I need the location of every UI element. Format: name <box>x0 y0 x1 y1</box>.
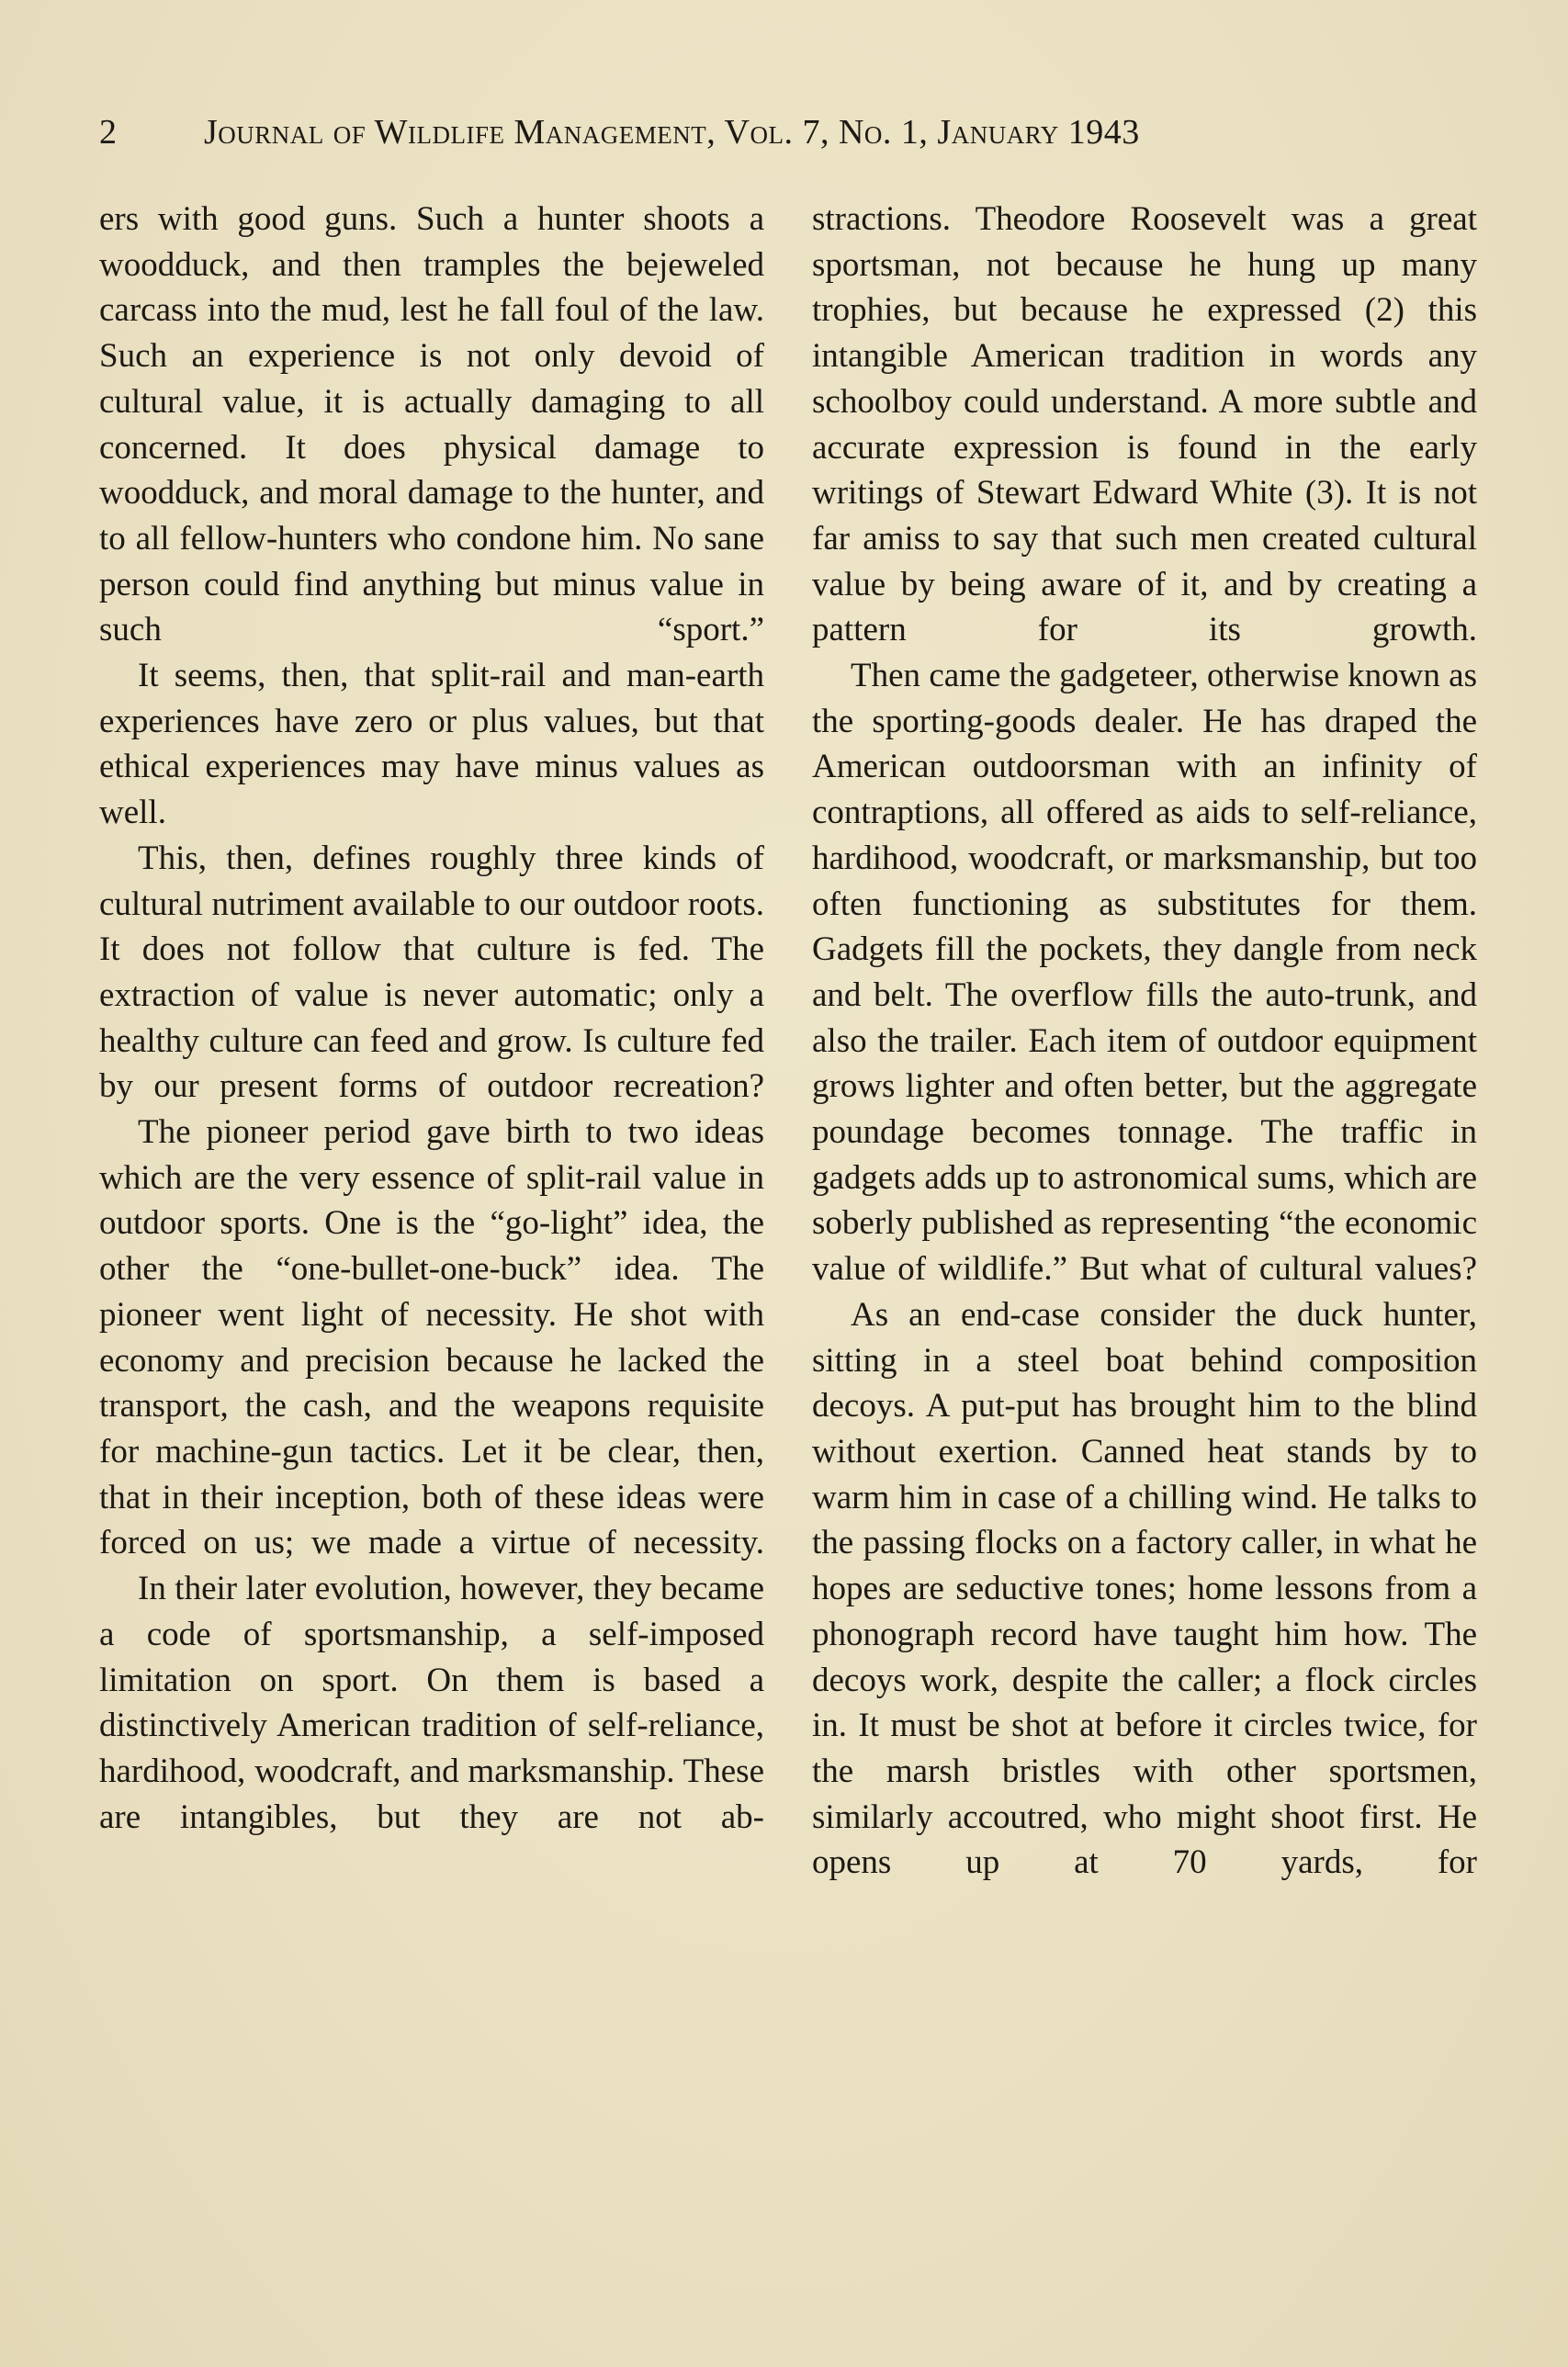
right-paragraph-2: Then came the gadgeteer, otherwise known as the sporting-goods dealer. He has draped the American outdoorsman with an infinity of contraptions, all offered as aids to self-reliance, hardihood, woodcraft, or marksmanship, but too often functioning as substitutes for them. Gadgets fill the pockets, they dangle from neck and belt. The overflow fills the auto-trunk, and also the trailer. Each item of outdoor equipment grows lighter and often better, but the aggregate poundage becomes tonnage. The traffic in gadgets adds up to astronomical sums, which are soberly published as representing “the economic value of wildlife.” But what of cultural values? <box>812 657 1477 1289</box>
left-paragraph-3: This, then, defines roughly three kinds of cultural nutriment available to our outdoor roots. It does not follow that culture is fed. The extraction of value is never automatic; only a healthy culture can feed and grow. Is culture fed by our present forms of outdoor recreation? <box>99 839 764 1106</box>
left-paragraph-4: The pioneer period gave birth to two ideas which are the very essence of split-rail value in outdoor sports. One is the “go-light” idea, the other the “one-bullet-one-buck” idea. The pioneer went light of necessity. He shot with economy and precision because he lacked the transport, the cash, and the weapons requisite for machine-gun tactics. Let it be clear, then, that in their inception, both of these ideas were forced on us; we made a virtue of necessity. <box>99 1113 764 1562</box>
journal-title-line: Journal of Wildlife Management, Vol. 7, No. 1, January 1943 <box>204 113 1140 152</box>
left-column <box>99 197 764 1840</box>
page-number: 2 <box>99 113 118 152</box>
running-head <box>99 110 1482 154</box>
left-paragraph-5: In their later evolution, however, they became a code of sportsmanship, a self-imposed limitation on sport. On them is based a distinctively American tradition of self-reliance, hardihood, woodcraft, and marksmanship. These are intangibles, but they are not ab- <box>99 1570 764 1836</box>
right-column <box>812 197 1477 1886</box>
right-paragraph-3: As an end-case consider the duck hunter, sitting in a steel boat behind composition decoys. A put-put has brought him to the blind without exertion. Canned heat stands by to warm him in case of a chilling wind. He talks to the passing flocks on a factory caller, in what he hopes are seductive tones; home lessons from a phonograph record have taught him how. The decoys work, despite the caller; a flock circles in. It must be shot at before it circles twice, for the marsh bristles with other sportsmen, similarly accoutred, who might shoot first. He opens up at 70 yards, for <box>812 1295 1477 1882</box>
left-paragraph-2: It seems, then, that split-rail and man-earth experiences have zero or plus values, but that ethical experiences may have minus values as well. <box>99 657 764 832</box>
left-paragraph-1: ers with good guns. Such a hunter shoots a woodduck, and then tramples the bejeweled carcass into the mud, lest he fall foul of the law. Such an experience is not only devoid of cultural value, it is actually damaging to all concerned. It does physical damage to woodduck, and moral damage to the hunter, and to all fellow-hunters who condone him. No sane person could find anything but minus value in such “sport.” <box>99 200 764 649</box>
right-paragraph-1: stractions. Theodore Roosevelt was a great sportsman, not because he hung up many trophies, but because he expressed (2) this intangible American tradition in words any schoolboy could understand. A more subtle and accurate expression is found in the early writings of Stewart Edward White (3). It is not far amiss to say that such men created cultural value by being aware of it, and by creating a pattern for its growth. <box>812 200 1477 649</box>
